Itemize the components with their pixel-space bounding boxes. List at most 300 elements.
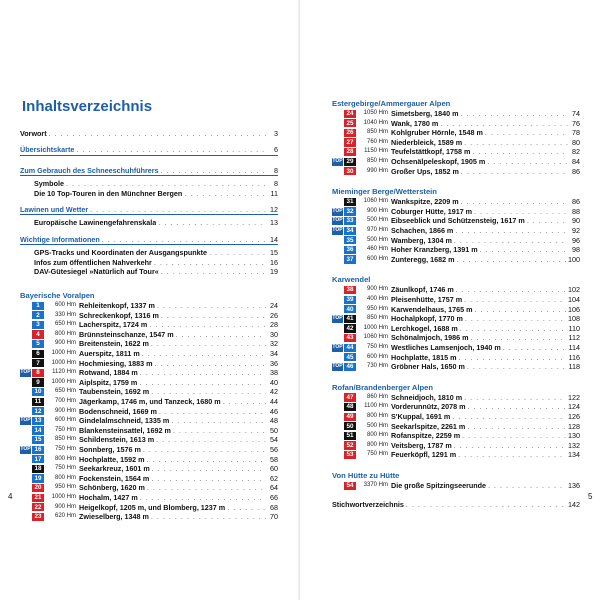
tour-number-badge: 16 <box>32 446 44 454</box>
toc-entry-title: Symbole <box>34 179 64 189</box>
spacer <box>20 138 278 145</box>
tour-entry[interactable] <box>332 157 580 167</box>
tour-entry[interactable] <box>332 147 580 157</box>
leader-dots <box>480 245 568 254</box>
tour-title: Veitsberg, 1787 m <box>391 440 452 450</box>
tour-title: Wank, 1780 m <box>391 118 439 128</box>
leader-dots <box>139 378 266 387</box>
tour-entry[interactable] <box>20 320 278 330</box>
tour-number-badge: 18 <box>32 465 44 473</box>
top-tour-badge: TOP <box>20 417 31 424</box>
leader-dots <box>147 455 266 464</box>
elevation-gain: 600 Hm <box>366 353 388 360</box>
toc-entry[interactable] <box>20 189 278 198</box>
toc-entry[interactable] <box>20 179 278 188</box>
tour-number-badge: 13 <box>32 417 44 425</box>
leader-dots <box>176 330 266 339</box>
section-heading: Mieminger Berge/Wetterstein <box>332 187 437 197</box>
top-badge-placeholder <box>20 484 31 492</box>
tour-entry[interactable] <box>332 431 580 441</box>
toc-entry[interactable] <box>20 205 278 215</box>
tour-number-badge: 53 <box>344 451 356 459</box>
tour-entry[interactable] <box>20 435 278 445</box>
tour-page: 74 <box>572 109 580 119</box>
tour-entry[interactable] <box>332 236 580 246</box>
leader-dots <box>152 464 266 473</box>
tour-number-badge: 30 <box>344 167 356 175</box>
tour-number-badge: 20 <box>32 484 44 492</box>
leader-dots <box>503 343 567 352</box>
tour-title: Feuerköpfl, 1291 m <box>391 450 457 460</box>
tour-page: 128 <box>568 421 580 431</box>
elevation-gain: 900 Hm <box>366 286 388 293</box>
tour-page: 86 <box>572 166 580 176</box>
leader-dots <box>464 295 566 304</box>
tour-number-badge: 45 <box>344 353 356 361</box>
section-heading: Bayerische Voralpen <box>20 291 95 300</box>
tour-entry[interactable] <box>20 378 278 388</box>
toc-entry[interactable] <box>20 166 278 176</box>
elevation-gain: 1060 Hm <box>363 334 388 341</box>
tour-entry[interactable] <box>332 362 580 372</box>
elevation-gain: 700 Hm <box>54 398 76 405</box>
tour-number-badge: 15 <box>32 436 44 444</box>
leader-dots <box>471 333 567 342</box>
top-badge-placeholder <box>332 422 343 430</box>
leader-dots <box>143 445 266 454</box>
leader-dots <box>464 393 566 402</box>
leader-dots <box>488 481 566 490</box>
top-badge-placeholder <box>20 407 31 415</box>
tour-number-badge: 52 <box>344 441 356 449</box>
leader-dots <box>173 426 266 435</box>
leader-dots <box>452 412 566 421</box>
tour-page: 116 <box>568 352 580 362</box>
tour-number-badge: 12 <box>32 407 44 415</box>
top-badge-placeholder <box>332 482 343 490</box>
elevation-gain: 1120 Hm <box>52 369 76 376</box>
right-tour-list <box>332 98 580 510</box>
tour-entry[interactable] <box>332 333 580 343</box>
tour-number-badge: 38 <box>344 286 356 294</box>
tour-entry[interactable] <box>332 216 580 226</box>
page-number-left: 4 <box>8 492 13 501</box>
leader-dots <box>227 503 266 512</box>
toc-entry-title: Lawinen und Wetter <box>20 204 89 214</box>
leader-dots <box>156 435 266 444</box>
leader-dots <box>465 314 566 323</box>
page-number-right: 5 <box>588 492 593 501</box>
tour-entry[interactable] <box>332 324 580 334</box>
leader-dots <box>140 493 266 502</box>
elevation-gain: 760 Hm <box>366 138 388 145</box>
tour-number-badge: 46 <box>344 363 356 371</box>
tour-page: 56 <box>270 445 278 454</box>
tour-entry[interactable] <box>332 207 580 217</box>
tour-page: 90 <box>572 216 580 226</box>
tour-entry[interactable] <box>332 352 580 362</box>
tour-entry[interactable] <box>332 314 580 324</box>
tour-title: Heigelkopf, 1205 m, und Blomberg, 1237 m <box>79 502 226 512</box>
tour-entry[interactable] <box>20 426 278 436</box>
top-tour-badge: TOP <box>332 343 343 350</box>
tour-entry[interactable] <box>20 330 278 340</box>
top-badge-placeholder <box>332 246 343 254</box>
tour-page: 32 <box>270 339 278 349</box>
tour-entry[interactable] <box>20 445 278 455</box>
top-badge-placeholder <box>332 286 343 294</box>
top-badge-placeholder <box>20 513 31 521</box>
tour-entry[interactable] <box>20 416 278 426</box>
tour-entry[interactable] <box>20 349 278 359</box>
tour-entry[interactable] <box>20 464 278 474</box>
toc-entry[interactable] <box>20 129 278 138</box>
page-title: Inhaltsverzeichnis <box>22 98 153 115</box>
tour-entry[interactable] <box>20 387 278 397</box>
elevation-gain: 600 Hm <box>54 417 76 424</box>
top-tour-badge: TOP <box>20 369 31 376</box>
top-badge-placeholder <box>20 311 31 319</box>
toc-entry-page: 8 <box>274 165 278 175</box>
tour-entry[interactable] <box>332 402 580 412</box>
toc-entry[interactable] <box>20 267 278 276</box>
elevation-gain: 970 Hm <box>366 227 388 234</box>
leader-dots <box>464 138 568 147</box>
leader-dots <box>440 119 568 128</box>
tour-number-badge: 19 <box>32 474 44 482</box>
spacer <box>332 264 580 274</box>
tour-title: Brünnsteinschanze, 1547 m <box>79 329 174 339</box>
leader-dots <box>76 145 266 154</box>
top-badge-placeholder <box>20 321 31 329</box>
elevation-gain: 860 Hm <box>366 393 388 400</box>
tour-entry[interactable] <box>332 245 580 255</box>
toc-entry-page: 16 <box>270 257 278 267</box>
leader-dots <box>454 236 568 245</box>
tour-title: Schönalmjoch, 1986 m <box>391 333 469 343</box>
top-badge-placeholder <box>332 432 343 440</box>
tour-page: 40 <box>270 377 278 387</box>
top-badge-placeholder <box>332 148 343 156</box>
tour-entry[interactable] <box>20 512 278 522</box>
elevation-gain: 950 Hm <box>54 484 76 491</box>
top-badge-placeholder <box>332 393 343 401</box>
tour-page: 44 <box>270 397 278 407</box>
tour-entry[interactable] <box>20 301 278 311</box>
toc-entry-title: Infos zum öffentlichen Nahverkehr <box>34 257 152 267</box>
tour-page: 98 <box>572 245 580 255</box>
top-badge-placeholder <box>332 129 343 137</box>
tour-title: Zäunlkopf, 1746 m <box>391 285 454 295</box>
leader-dots <box>461 167 568 176</box>
top-tour-badge: TOP <box>20 446 31 452</box>
elevation-gain: 900 Hm <box>366 207 388 214</box>
tour-page: 112 <box>568 333 580 343</box>
toc-entry-page: 8 <box>274 179 278 189</box>
elevation-gain: 990 Hm <box>366 167 388 174</box>
tour-page: 126 <box>568 411 580 421</box>
tour-title: Zwieselberg, 1348 m <box>79 512 149 522</box>
section-heading: Rofan/Brandenberger Alpen <box>332 382 433 392</box>
elevation-gain: 500 Hm <box>366 217 388 224</box>
toc-entry[interactable] <box>20 258 278 267</box>
tour-number-badge: 2 <box>32 311 44 319</box>
tour-number-badge: 8 <box>32 369 44 377</box>
spacer <box>332 176 580 186</box>
tour-title: Kohlgruber Hörnle, 1548 m <box>391 128 483 138</box>
leader-dots <box>487 157 568 166</box>
toc-entry-index[interactable] <box>332 500 580 509</box>
elevation-gain: 1000 Hm <box>51 378 76 385</box>
tour-entry[interactable] <box>332 421 580 431</box>
tour-title: Schreckenkopf, 1316 m <box>79 310 159 320</box>
leader-dots <box>151 474 266 483</box>
tour-number-badge: 14 <box>32 426 44 434</box>
toc-entry-title: Die 10 Top-Touren in den Münchner Bergen <box>34 188 183 198</box>
leader-dots <box>467 422 566 431</box>
front-matter-list <box>20 129 278 276</box>
toc-entry[interactable] <box>20 235 278 245</box>
tour-title: Ochsenälpeleskopf, 1905 m <box>391 157 486 167</box>
toc-entry-page: 142 <box>568 500 580 510</box>
tour-page: 54 <box>270 435 278 445</box>
spacer <box>20 198 278 205</box>
tour-page: 102 <box>568 285 580 295</box>
elevation-gain: 850 Hm <box>366 129 388 136</box>
tour-title: Wankspitze, 2209 m <box>391 197 459 207</box>
tour-entry[interactable] <box>20 339 278 349</box>
tour-title: Coburger Hütte, 1917 m <box>391 206 473 216</box>
elevation-gain: 800 Hm <box>366 412 388 419</box>
tour-entry[interactable] <box>332 295 580 305</box>
tour-number-badge: 41 <box>344 315 356 323</box>
tour-number-badge: 27 <box>344 138 356 146</box>
tour-page: 58 <box>270 454 278 464</box>
elevation-gain: 620 Hm <box>54 513 76 520</box>
leader-dots <box>458 450 566 459</box>
tour-entry[interactable] <box>332 109 580 119</box>
tour-entry[interactable] <box>20 359 278 369</box>
tour-page: 82 <box>572 147 580 157</box>
tour-entry[interactable] <box>332 441 580 451</box>
tour-number-badge: 43 <box>344 334 356 342</box>
tour-page: 110 <box>568 323 580 333</box>
top-badge-placeholder <box>20 398 31 406</box>
tour-number-badge: 33 <box>344 217 356 225</box>
tour-entry[interactable] <box>332 167 580 177</box>
tour-page: 80 <box>572 137 580 147</box>
tour-entry[interactable] <box>332 481 580 491</box>
tour-title: Hochalm, 1427 m <box>79 492 138 502</box>
spacer <box>332 490 580 500</box>
tour-title: Sonnberg, 1576 m <box>79 445 141 454</box>
tour-number-badge: 49 <box>344 413 356 421</box>
toc-entry-title: Übersichtskarte <box>20 145 75 155</box>
leader-dots <box>527 216 568 225</box>
elevation-gain: 650 Hm <box>54 388 76 395</box>
tour-title: Hochplatte, 1592 m <box>79 454 145 464</box>
tour-title: Vorderunnütz, 2078 m <box>391 402 466 412</box>
top-tour-badge: TOP <box>332 217 343 224</box>
top-badge-placeholder <box>332 334 343 342</box>
leader-dots <box>467 362 567 371</box>
elevation-gain: 500 Hm <box>366 422 388 429</box>
tour-entry[interactable] <box>332 255 580 265</box>
tour-number-badge: 4 <box>32 330 44 338</box>
tour-page: 30 <box>270 329 278 339</box>
leader-dots <box>460 324 567 333</box>
tour-page: 92 <box>572 226 580 236</box>
left-tour-list <box>20 290 278 532</box>
top-badge-placeholder <box>20 302 31 310</box>
tour-page: 114 <box>568 342 580 352</box>
tour-entry[interactable] <box>332 226 580 236</box>
top-badge-placeholder <box>332 256 343 264</box>
tour-entry[interactable] <box>332 412 580 422</box>
tour-title: Breitenstein, 1622 m <box>79 339 149 349</box>
top-badge-placeholder <box>332 451 343 459</box>
toc-entry[interactable] <box>20 218 278 227</box>
tour-entry[interactable] <box>20 407 278 417</box>
leader-dots <box>151 387 266 396</box>
tour-page: 68 <box>270 502 278 512</box>
elevation-gain: 500 Hm <box>366 236 388 243</box>
leader-dots <box>151 339 266 348</box>
tour-entry[interactable] <box>332 343 580 353</box>
leader-dots <box>468 402 566 411</box>
tour-entry[interactable] <box>20 311 278 321</box>
tour-title: Lacherspitz, 1724 m <box>79 320 148 330</box>
tour-title: Rotwand, 1884 m <box>79 368 138 378</box>
leader-dots <box>161 166 266 175</box>
elevation-gain: 600 Hm <box>54 302 76 309</box>
tour-number-badge: 51 <box>344 432 356 440</box>
leader-dots <box>457 255 566 264</box>
tour-title: Schildenstein, 1613 m <box>79 435 155 445</box>
tour-number-badge: 42 <box>344 324 356 332</box>
leader-dots <box>474 207 568 216</box>
tour-number-badge: 31 <box>344 198 356 206</box>
tour-page: 88 <box>572 206 580 216</box>
leader-dots <box>485 128 568 137</box>
tour-entry[interactable] <box>332 197 580 207</box>
top-badge-placeholder <box>332 305 343 313</box>
toc-entry-page: 14 <box>270 234 278 244</box>
leader-dots <box>158 218 266 227</box>
top-badge-placeholder <box>20 494 31 502</box>
tour-title: Niederbleick, 1589 m <box>391 137 463 147</box>
tour-page: 122 <box>568 392 580 402</box>
elevation-gain: 850 Hm <box>54 436 76 443</box>
tour-number-badge: 5 <box>32 340 44 348</box>
tour-number-badge: 36 <box>344 246 356 254</box>
elevation-gain: 1040 Hm <box>363 119 388 126</box>
tour-entry[interactable] <box>20 502 278 512</box>
tour-entry[interactable] <box>332 119 580 129</box>
tour-entry[interactable] <box>332 285 580 295</box>
top-tour-badge: TOP <box>332 363 343 370</box>
top-badge-placeholder <box>332 110 343 118</box>
tour-title: Die große Spitzingseerunde <box>391 480 487 490</box>
elevation-gain: 950 Hm <box>366 305 388 312</box>
tour-page: 136 <box>568 480 580 490</box>
tour-entry[interactable] <box>20 368 278 378</box>
tour-entry[interactable] <box>332 305 580 315</box>
tour-entry[interactable] <box>20 397 278 407</box>
top-badge-placeholder <box>332 441 343 449</box>
tour-entry[interactable] <box>20 483 278 493</box>
spacer <box>332 460 580 470</box>
elevation-gain: 750 Hm <box>54 446 76 452</box>
tour-number-badge: 24 <box>344 110 356 118</box>
top-badge-placeholder <box>20 474 31 482</box>
tour-title: Westliches Lamsenjoch, 1940 m <box>391 342 501 352</box>
tour-entry[interactable] <box>332 450 580 460</box>
tour-title: Schönberg, 1620 m <box>79 483 145 493</box>
tour-number-badge: 32 <box>344 207 356 215</box>
toc-entry-title: Wichtige Informationen <box>20 234 100 244</box>
tour-entry[interactable] <box>20 474 278 484</box>
toc-entry[interactable] <box>20 145 278 155</box>
tour-number-badge: 25 <box>344 119 356 127</box>
tour-page: 24 <box>270 301 278 311</box>
tour-entry[interactable] <box>332 138 580 148</box>
elevation-gain: 750 Hm <box>54 465 76 472</box>
tour-title: Rofanspitze, 2259 m <box>391 431 461 441</box>
elevation-gain: 800 Hm <box>366 441 388 448</box>
tour-title: Jägerkamp, 1746 m, und Tanzeck, 1680 m <box>79 397 221 407</box>
tour-page: 62 <box>270 473 278 483</box>
top-tour-badge: TOP <box>332 227 343 234</box>
elevation-gain: 1000 Hm <box>51 350 76 357</box>
tour-title: S'Kuppal, 1691 m <box>391 411 451 421</box>
tour-number-badge: 21 <box>32 494 44 502</box>
top-badge-placeholder <box>20 455 31 463</box>
tour-page: 78 <box>572 128 580 138</box>
leader-dots <box>157 301 266 310</box>
tour-number-badge: 1 <box>32 302 44 310</box>
top-badge-placeholder <box>332 296 343 304</box>
leader-dots <box>454 441 566 450</box>
leader-dots <box>154 258 266 267</box>
tour-page: 106 <box>568 304 580 314</box>
tour-title: Großer Ups, 1852 m <box>391 166 459 176</box>
tour-page: 134 <box>568 450 580 460</box>
elevation-gain: 400 Hm <box>366 296 388 302</box>
section-heading: Karwendel <box>332 275 371 285</box>
top-badge-placeholder <box>20 465 31 473</box>
toc-entry[interactable] <box>20 248 278 257</box>
toc-entry-page: 3 <box>274 129 278 138</box>
tour-page: 100 <box>568 254 580 264</box>
tour-entry[interactable] <box>20 493 278 503</box>
tour-number-badge: 50 <box>344 422 356 430</box>
tour-entry[interactable] <box>20 455 278 465</box>
tour-number-badge: 10 <box>32 388 44 396</box>
toc-entry-page: 6 <box>274 145 278 155</box>
leader-dots <box>140 368 266 377</box>
elevation-gain: 800 Hm <box>54 330 76 337</box>
tour-page: 130 <box>568 431 580 441</box>
tour-number-badge: 28 <box>344 148 356 156</box>
tour-number-badge: 37 <box>344 255 356 263</box>
leader-dots <box>159 407 266 416</box>
leader-dots <box>406 500 566 509</box>
top-badge-placeholder <box>332 167 343 175</box>
tour-entry[interactable] <box>332 128 580 138</box>
tour-entry[interactable] <box>332 393 580 403</box>
tour-page: 28 <box>270 320 278 330</box>
